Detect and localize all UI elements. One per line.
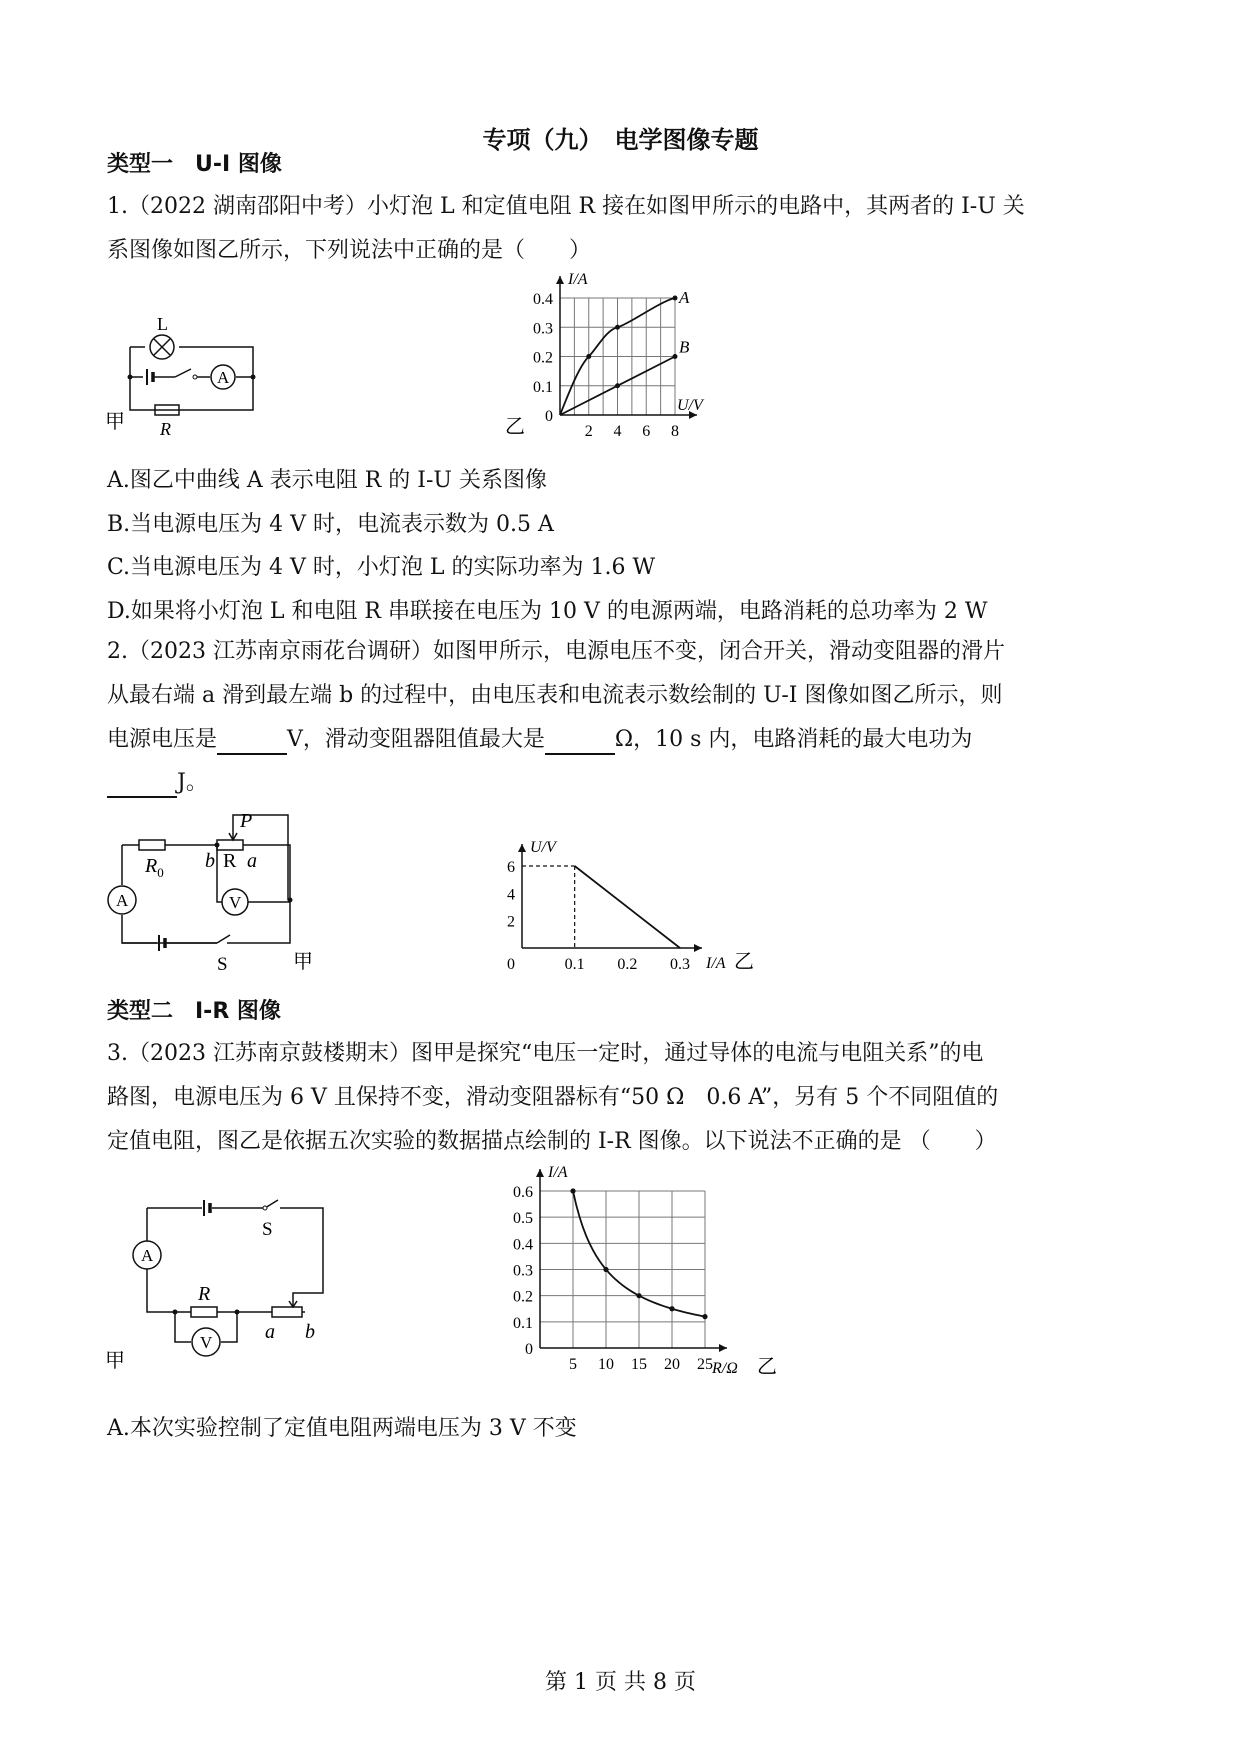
- figure-label: 乙: [505, 416, 525, 438]
- q2-a-label: a: [247, 850, 257, 872]
- figure-label: 乙: [734, 951, 754, 973]
- y-tick-label: 0.4: [533, 291, 553, 308]
- y-tick-label: 0.6: [513, 1184, 533, 1201]
- q2-ammeter-label: A: [116, 891, 129, 910]
- q3-b-label: b: [305, 1321, 315, 1343]
- q2-voltmeter-label: V: [229, 893, 242, 912]
- origin-label: 0: [545, 408, 553, 425]
- figure-label: 乙: [757, 1356, 777, 1378]
- q2-ui-chart: [500, 825, 760, 975]
- section-heading-type1: 类型一 U-I 图像: [107, 152, 282, 177]
- x-axis-label: U/V: [677, 397, 703, 414]
- q1-option-c[interactable]: C.当电源电压为 4 V 时，小灯泡 L 的实际功率为 1.6 W: [107, 555, 656, 580]
- y-tick-label: 0.2: [513, 1288, 533, 1306]
- x-tick-label: 0.2: [617, 956, 638, 973]
- q2-blank-voltage[interactable]: [217, 731, 287, 755]
- page-footer: 第 1 页 共 8 页: [545, 1670, 696, 1695]
- q2-line3: [107, 725, 972, 755]
- q2-blank-resistance[interactable]: [545, 731, 615, 755]
- q2-switch-label: S: [217, 954, 228, 975]
- y-tick-label: 6: [507, 859, 515, 876]
- ir-data-point: [603, 1267, 608, 1272]
- q1-iu-chart: [505, 270, 725, 440]
- q2-line4-text: J。: [177, 770, 208, 795]
- series-b-point: [615, 383, 620, 388]
- q1-lamp-label: L: [157, 314, 168, 334]
- series-a-label: A: [679, 288, 690, 307]
- q1-ammeter-label: A: [217, 368, 230, 387]
- q1-resistor-label: R: [160, 419, 171, 439]
- ir-data-point: [636, 1293, 641, 1298]
- x-tick-label: 2: [584, 423, 593, 440]
- q3-voltmeter-label: V: [200, 1333, 213, 1352]
- y-tick-label: 0.2: [533, 349, 553, 367]
- q3-ir-chart: [495, 1160, 785, 1378]
- q2-p-label: P: [240, 810, 253, 832]
- ir-data-point: [702, 1314, 707, 1319]
- q1-option-d[interactable]: D.如果将小灯泡 L 和电阻 R 串联接在电压为 10 V 的电源两端，电路消耗的总功率为 2 W: [107, 599, 988, 624]
- x-tick-label: 5: [569, 1356, 577, 1373]
- series-a-point: [615, 325, 620, 330]
- x-axis-label: R/Ω: [712, 1360, 738, 1377]
- x-tick-label: 20: [664, 1356, 680, 1373]
- x-axis-label: I/A: [706, 955, 726, 972]
- q3-a-label: a: [265, 1321, 275, 1343]
- y-tick-label: 2: [507, 913, 515, 931]
- y-tick-label: 0.5: [513, 1210, 533, 1228]
- y-axis-arrow: [518, 844, 526, 852]
- x-tick-label: 10: [598, 1356, 614, 1373]
- y-tick-label: 4: [507, 886, 515, 904]
- q2-r0-label: $R_0$: [145, 855, 164, 880]
- origin-label: 0: [507, 956, 515, 973]
- ir-data-point: [570, 1188, 575, 1193]
- series-a-point: [586, 354, 591, 359]
- y-tick-label: 0.1: [513, 1314, 533, 1332]
- q2-line3-part2: V，滑动变阻器阻值最大是: [287, 727, 545, 752]
- series-b-point: [673, 354, 678, 359]
- y-axis-arrow: [536, 1169, 544, 1177]
- q3-line3: 定值电阻，图乙是依据五次实验的数据描点绘制的 I-R 图像。以下说法不正确的是 （ ）: [107, 1129, 997, 1154]
- ir-data-point: [669, 1306, 674, 1311]
- y-tick-label: 0.3: [533, 320, 553, 338]
- q2-line2: 从最右端 a 滑到最左端 b 的过程中，由电压表和电流表示数绘制的 U-I 图像如图乙所示，则: [107, 683, 1003, 708]
- series-a-point: [673, 296, 678, 301]
- q1-fig-label: 甲: [105, 411, 125, 433]
- y-axis-label: U/V: [530, 839, 556, 856]
- x-tick-label: 0.3: [670, 956, 690, 973]
- q2-line1: 2.（2023 江苏南京雨花台调研）如图甲所示，电源电压不变，闭合开关，滑动变阻器的滑片: [107, 639, 1005, 664]
- q3-circuit-diagram: [105, 1195, 345, 1370]
- q3-fig-label: 甲: [105, 1350, 125, 1372]
- q2-circuit-diagram: [105, 805, 335, 975]
- q1-line1: 1.（2022 湖南邵阳中考）小灯泡 L 和定值电阻 R 接在如图甲所示的电路中，其两者的 I-U 关: [107, 194, 1025, 219]
- q1-circuit-diagram: [105, 310, 265, 440]
- y-axis-label: I/A: [568, 271, 588, 288]
- q2-blank-energy[interactable]: [107, 774, 177, 798]
- x-tick-label: 8: [671, 423, 679, 440]
- page-title: 专项（九） 电学图像专题: [482, 126, 759, 154]
- q2-b-label: b: [205, 850, 215, 872]
- q3-line2: 路图，电源电压为 6 V 且保持不变，滑动变阻器标有“50 Ω 0.6 A”，另有 5 个不同阻值的: [107, 1085, 999, 1110]
- q3-r-label: R: [198, 1283, 211, 1305]
- y-axis-arrow: [556, 276, 564, 284]
- x-tick-label: 25: [697, 1356, 713, 1373]
- origin-label: 0: [525, 1341, 533, 1358]
- y-tick-label: 0.1: [533, 378, 553, 396]
- q1-option-b[interactable]: B.当电源电压为 4 V 时，电流表示数为 0.5 A: [107, 512, 554, 537]
- x-tick-label: 4: [613, 423, 622, 440]
- q2-line3-part3: Ω，10 s 内，电路消耗的最大电功为: [614, 727, 973, 752]
- y-tick-label: 0.3: [513, 1262, 533, 1280]
- y-tick-label: 0.4: [513, 1236, 533, 1254]
- x-tick-label: 15: [631, 1356, 647, 1373]
- section-heading-type2: 类型二 I-R 图像: [107, 999, 281, 1024]
- q3-line1: 3.（2023 江苏南京鼓楼期末）图甲是探究“电压一定时，通过导体的电流与电阻关系”的电: [107, 1041, 984, 1066]
- x-tick-label: 6: [642, 423, 651, 440]
- x-axis-arrow: [719, 1344, 727, 1352]
- q1-option-a[interactable]: A.图乙中曲线 A 表示电阻 R 的 I-U 关系图像: [107, 468, 547, 493]
- ui-line: [575, 866, 680, 948]
- x-axis-arrow: [694, 944, 702, 952]
- q2-line4: [107, 768, 208, 798]
- q2-line3-part1: 电源电压是: [107, 727, 218, 752]
- q2-fig-label: 甲: [293, 951, 313, 973]
- x-tick-label: 0.1: [564, 956, 585, 973]
- q1-line2: 系图像如图乙所示，下列说法中正确的是（ ）: [107, 238, 592, 263]
- q3-ammeter-label: A: [141, 1246, 154, 1265]
- series-b-label: B: [679, 337, 690, 357]
- q3-switch-label: S: [262, 1219, 273, 1240]
- q3-option-a[interactable]: A.本次实验控制了定值电阻两端电压为 3 V 不变: [107, 1416, 577, 1441]
- y-axis-label: I/A: [548, 1164, 568, 1181]
- q2-r-label: R: [223, 850, 237, 872]
